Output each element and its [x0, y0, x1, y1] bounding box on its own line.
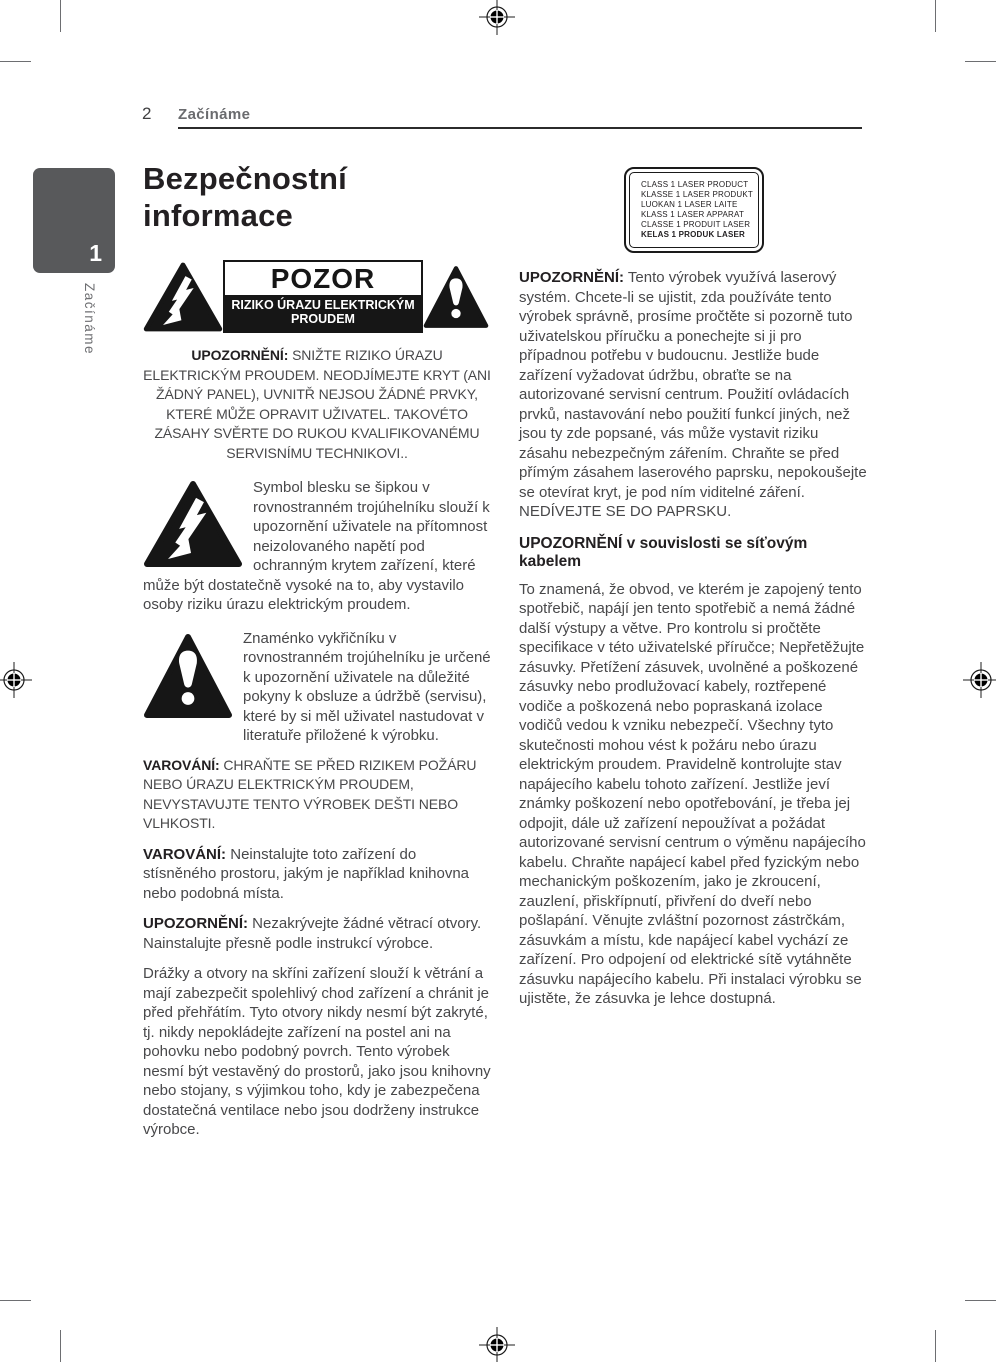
lightning-triangle-icon	[143, 480, 243, 568]
power-cable-heading: UPOZORNĚNÍ v souvislosti se síťovým kabelem	[519, 534, 808, 570]
registration-mark-icon	[963, 662, 996, 698]
laser-label-line: CLASS 1 LASER PRODUCT	[641, 180, 749, 189]
exclamation-triangle-icon	[423, 261, 489, 333]
laser-label-line: KLASS 1 LASER APPARAT	[641, 210, 745, 219]
left-column	[143, 160, 491, 1151]
laser-label-line: KLASSE 1 LASER PRODUKT	[641, 190, 753, 199]
chapter-number: 1	[89, 240, 102, 266]
laser-label-line: LUOKAN 1 LASER LAITE	[641, 200, 738, 209]
registration-mark-icon	[479, 1327, 515, 1362]
caution-box-subtitle: RIZIKO ÚRAZU ELEKTRICKÝM PROUDEM	[225, 295, 421, 331]
laser-label-line: CLASSE 1 PRODUIT LASER	[641, 220, 751, 229]
crop-mark	[935, 1330, 936, 1362]
chapter-tab	[33, 168, 115, 273]
page-title: Bezpečnostní informace	[143, 161, 347, 233]
chapter-vertical-label: Začínáme	[82, 283, 97, 356]
registration-mark-icon	[479, 0, 515, 35]
laser-caution-paragraph: UPOZORNĚNÍ: Tento výrobek využívá laserový systém. Chcete-li se ujistit, zda používáte tento výrobek správně, prosíme pročtěte si pozorně tuto uživatelskou příručku a ponechejte si ji pro případnou potřebu v budoucnu. Jestliže bude zařízení vyžadovat údržbu, obraťte se na autorizované servisní centrum. Použití ovládacích prvků, nastavování nebo použití funkcí jiných, než jsou ty zde popsané, vás může vystavit riziku zásahu nebezpečným zářením. Chraňte se před přímým zásahem laserového paprsku, nepokoušejte se otevírat kryt, je pod ním viditelné záření. NEDÍVEJTE SE DO PAPRSKU.	[519, 269, 867, 520]
warning-paragraph-1: VAROVÁNÍ: CHRAŇTE SE PŘED RIZIKEM POŽÁRU NEBO ÚRAZU ELEKTRICKÝM PROUDEM, NEVYSTAVUJTE TENTO VÝROBEK DEŠTI NEBO VLHKOSTI.	[143, 756, 477, 831]
crop-mark	[0, 1300, 31, 1301]
lightning-triangle-icon	[143, 261, 223, 333]
caution-box	[223, 260, 423, 333]
header-rule	[178, 127, 862, 129]
caution-graphic	[143, 260, 491, 333]
caution-box-title: POZOR	[270, 263, 376, 294]
lightning-note-paragraph: Symbol blesku se šipkou v rovnostranném trojúhelníku slouží k upozornění uživatele na přítomnost neizolovaného napětí pod ochranným krytem zařízení, které může být dostatečně vysoké na to, aby vystavilo osoby riziku úrazu elektrickým proudem.	[143, 479, 490, 613]
exclamation-triangle-icon	[143, 633, 233, 719]
section-breadcrumb: Začínáme	[178, 106, 251, 123]
page-number: 2	[142, 104, 152, 123]
crop-mark	[965, 1300, 996, 1301]
ventilation-paragraph: Drážky a otvory na skříni zařízení slouží k větrání a mají zabezpečit spolehlivý chod zařízení a chránit je před přehřátím. Tyto otvory nikdy nesmí být zakryté, tj. nikdy nepokládejte zařízení na postel ani na pohovku nebo podobný povrch. Tento výrobek nesmí být vestavěný do prostorů, jako jsou knihovny nebo stojany, s výjimkou toho, kdy je zabezpečena dostatečná ventilace nebo jsou dodrženy instrukce výrobce.	[143, 965, 491, 1138]
crop-mark	[60, 1330, 61, 1362]
crop-mark	[965, 61, 996, 62]
crop-mark	[0, 61, 31, 62]
crop-mark	[60, 0, 61, 32]
laser-label-line: KELAS 1 PRODUK LASER	[641, 230, 746, 239]
laser-class-label	[624, 167, 764, 253]
power-cable-paragraph: To znamená, že obvod, ve kterém je zapojený tento spotřebič, napájí jen tento spotřebič a nemá žádné další výstupy a větve. Pro kontrolu si pročtěte specifikace v této uživatelské příručce; Nepřetěžujte zásuvky. Přetížení zásuvek, uvolněné a poškozené zásuvky nebo prodlužovací kabely, roztřepené vodiče a poškozená nebo popraskaná izolace vodičů vedou k vzniku nebezpečí. Všechny tyto skutečnosti mohou vést k požáru nebo úrazu elektrickým proudem. Pravidelně kontrolujte stav napájecího kabelu tohoto zařízení. Jestliže jeví známky poškození nebo opotřebování, je třeba jej odpojit, dále už zařízení nepoužívat a požádat autorizované servisní centrum o výměnu napájecího kabelu. Chraňte napájecí kabel před fyzickým nebo mechanickým poškozením, jako je zkroucení, zauzlení, přiskřípnutí, přivření do dveří nebo pošlapání. Věnujte zvláštní pozornost zástrčkám, zásuvkám a místu, kde napájecí kabel vychází ze zařízení. Pro odpojení od elektrické sítě vytáhněte zásuvku napájecího kabelu. Při instalaci výrobku se ujistěte, že zásuvka je lehce dostupná.	[519, 580, 866, 1007]
caution-paragraph-2: UPOZORNĚNÍ: Nezakrývejte žádné větrací otvory. Nainstalujte přesně podle instrukcí výrobce.	[143, 915, 482, 952]
right-column	[519, 167, 869, 1020]
exclamation-note-paragraph: Znaménko vykřičníku v rovnostranném trojúhelníku je určené k upozornění uživatele na důležité pokyny k obsluze a údržbě (servisu), které by si měl uživatel nastudovat v literatuře přiložené k výrobku.	[143, 629, 491, 746]
registration-mark-icon	[0, 662, 32, 698]
crop-mark	[935, 0, 936, 32]
warning-paragraph-2: VAROVÁNÍ: Neinstalujte toto zařízení do stísněného prostoru, jakým je například knihovna nebo podobná místa.	[143, 845, 470, 902]
caution-center-paragraph: UPOZORNĚNÍ: SNIŽTE RIZIKO ÚRAZU ELEKTRICKÝM PROUDEM. NEODJÍMEJTE KRYT (ANI ŽÁDNÝ PANEL), UVNITŘ NEJSOU ŽÁDNÉ PRVKY, KTERÉ MŮŽE OPRAVIT UŽIVATEL. TAKOVÉTO ZÁSAHY SVĚRTE DO RUKOU KVALIFIKOVANÉMU SERVISNÍMU TECHNIKOVI..	[143, 347, 491, 461]
